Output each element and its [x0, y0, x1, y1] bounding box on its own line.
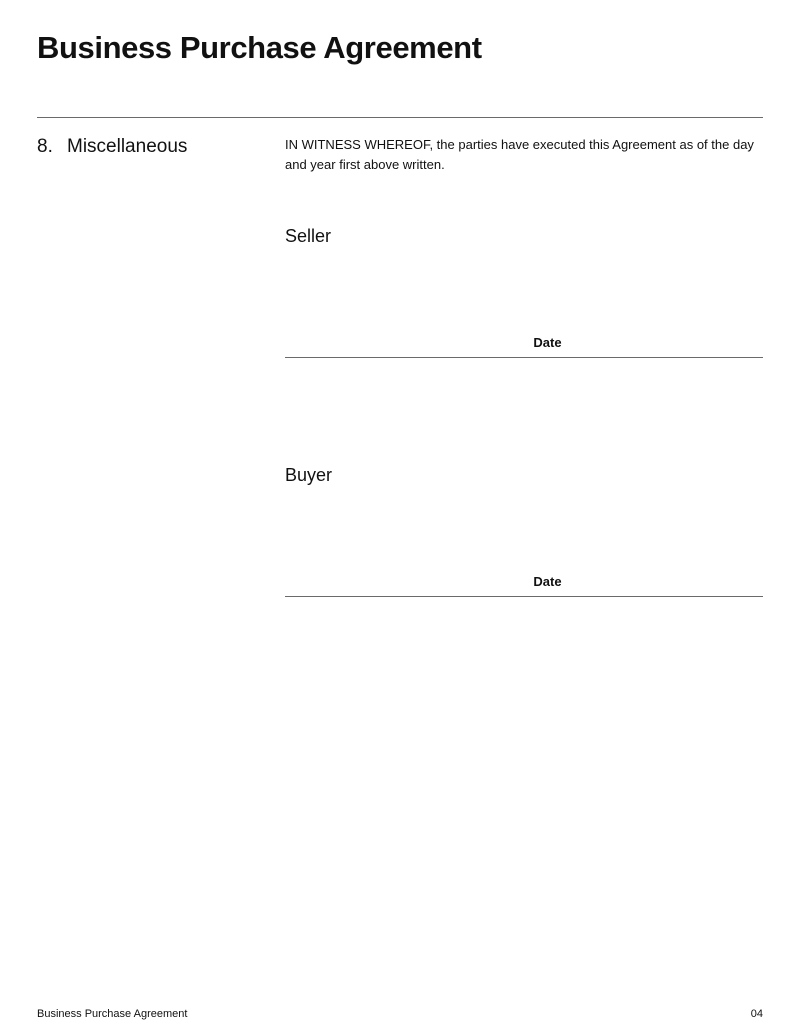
- section-number: 8.: [37, 136, 53, 157]
- section-heading: [37, 135, 187, 159]
- seller-date-label: Date: [533, 335, 562, 350]
- seller-signature-line[interactable]: [285, 357, 763, 358]
- document-title: Business Purchase Agreement: [37, 30, 482, 65]
- buyer-label: Buyer: [285, 465, 333, 485]
- header-divider: [37, 117, 763, 118]
- seller-label: Seller: [285, 226, 332, 246]
- buyer-signature-line[interactable]: [285, 596, 763, 597]
- section-title: Miscellaneous: [67, 136, 188, 157]
- footer-document-name: Business Purchase Agreement: [37, 1008, 188, 1020]
- witness-clause: IN WITNESS WHEREOF, the parties have executed this Agreement as of the day and year first above written.: [285, 137, 754, 172]
- footer-page-number: 04: [750, 1008, 763, 1020]
- buyer-date-label: Date: [533, 574, 562, 589]
